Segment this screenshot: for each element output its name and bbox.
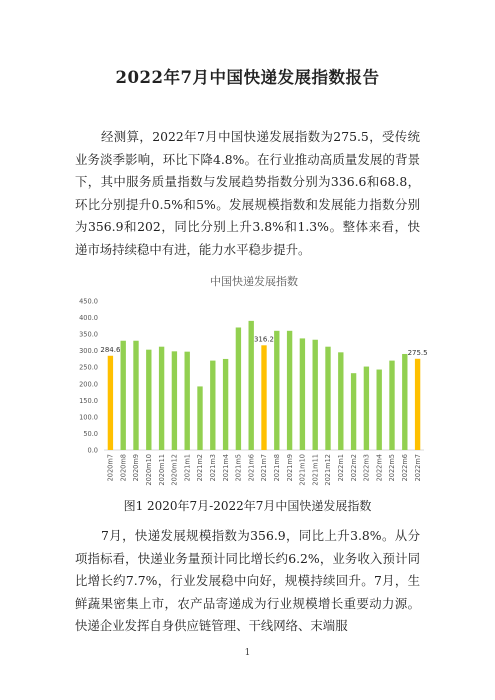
x-tick-label: 2021m9 (285, 454, 294, 482)
bar-2020m10 (146, 350, 151, 450)
document-title: 2022年7月中国快递发展指数报告 (115, 68, 380, 87)
bar-2022m5 (389, 361, 394, 450)
x-tick-label: 2021m12 (324, 454, 333, 486)
chart-title: 中国快递发展指数 (210, 275, 298, 288)
data-label-2021m7: 316.2 (253, 335, 275, 344)
y-tick-label: 350.0 (79, 330, 98, 339)
bar-2021m5 (236, 327, 241, 450)
x-tick-label: 2022m4 (375, 454, 384, 482)
x-tick-label: 2020m10 (145, 454, 153, 486)
x-tick-label: 2021m11 (311, 454, 320, 486)
bar-2021m7 (261, 345, 266, 450)
bar-2021m12 (325, 347, 330, 450)
bar-2021m4 (223, 359, 228, 450)
x-tick-label: 2020m9 (132, 454, 141, 482)
index-chart (0, 272, 495, 492)
y-tick-label: 0.0 (87, 446, 98, 455)
x-tick-label: 2021m4 (221, 454, 230, 482)
x-axis-ticks (107, 454, 422, 486)
y-tick-label: 50.0 (83, 429, 98, 438)
y-tick-label: 100.0 (79, 413, 98, 422)
bar-2022m3 (364, 367, 369, 450)
bar-2021m11 (313, 340, 318, 450)
x-tick-label: 2020m7 (106, 454, 115, 482)
x-tick-label: 2021m5 (234, 454, 243, 482)
x-tick-label: 2022m3 (362, 454, 371, 482)
x-tick-label: 2021m2 (196, 454, 205, 482)
x-tick-label: 2020m11 (157, 454, 166, 486)
data-label-2022m7: 275.5 (407, 348, 428, 357)
x-tick-label: 2022m5 (388, 454, 397, 482)
bar-2021m10 (300, 338, 305, 450)
y-axis-ticks (79, 298, 98, 455)
x-tick-label: 2021m3 (209, 454, 217, 482)
y-tick-label: 200.0 (79, 380, 98, 389)
y-tick-label: 250.0 (79, 363, 98, 372)
bar-2021m2 (197, 386, 202, 450)
y-tick-label: 150.0 (79, 396, 98, 405)
x-tick-label: 2021m8 (273, 454, 281, 482)
bar-2021m8 (274, 331, 279, 450)
bar-2021m9 (287, 331, 292, 450)
x-tick-label: 2020m12 (170, 454, 179, 486)
y-tick-label: 400.0 (79, 314, 98, 323)
data-label-2020m7: 284.6 (100, 345, 121, 354)
bar-2022m4 (377, 370, 382, 450)
bar-2022m1 (338, 352, 343, 450)
bar-2022m7 (415, 359, 420, 450)
x-tick-label: 2022m1 (337, 454, 345, 482)
y-tick-label: 450.0 (79, 297, 98, 306)
body-paragraph: 7月，快递发展规模指数为356.9，同比上升3.8%。从分项指标看，快递业务量预计同比增长约6.2%，业务收入预计同比增长约7.7%，行业发展稳中向好，规模持续回升。7月，生鲜蔬果密集上市，农产品寄递成为行业规模增长重要动力源。快递企业发挥自身供应链管理、干线网络、末端服 (75, 528, 420, 633)
bar-2020m9 (133, 341, 138, 450)
x-tick-label: 2021m6 (247, 454, 256, 482)
x-tick-label: 2021m1 (183, 454, 192, 482)
bar-2022m6 (402, 354, 407, 450)
chart-svg (0, 272, 495, 492)
bar-2020m11 (159, 347, 164, 450)
bar-2021m3 (210, 361, 215, 450)
bar-2020m7 (108, 356, 113, 450)
bar-2020m8 (121, 341, 126, 450)
x-tick-label: 2020m8 (119, 454, 128, 482)
figure-caption: 图1 2020年7月-2022年7月中国快递发展指数 (123, 499, 372, 513)
x-tick-label: 2022m6 (401, 454, 409, 482)
bar-2021m1 (185, 352, 190, 450)
bar-2022m2 (351, 373, 356, 450)
page-number: 1 (244, 648, 251, 658)
intro-paragraph: 经测算，2022年7月中国快递发展指数为275.5，受传统业务淡季影响，环比下降4.8%。在行业推动高质量发展的背景下，其中服务质量指数与发展趋势指数分别为336.6和68.8，环比分别提升0.5%和5%。发展规模指数和发展能力指数分别为356.9和202，同比分别上升3.8%和1.3%。整体来看，快递市场持续稳中有进，能力水平稳步提升。 (75, 129, 420, 257)
x-tick-label: 2022m7 (413, 454, 422, 482)
x-tick-label: 2021m7 (260, 454, 269, 482)
bar-2020m12 (172, 351, 177, 450)
x-tick-label: 2021m10 (298, 454, 307, 486)
y-tick-label: 300.0 (79, 347, 98, 356)
x-tick-label: 2022m2 (349, 454, 358, 482)
